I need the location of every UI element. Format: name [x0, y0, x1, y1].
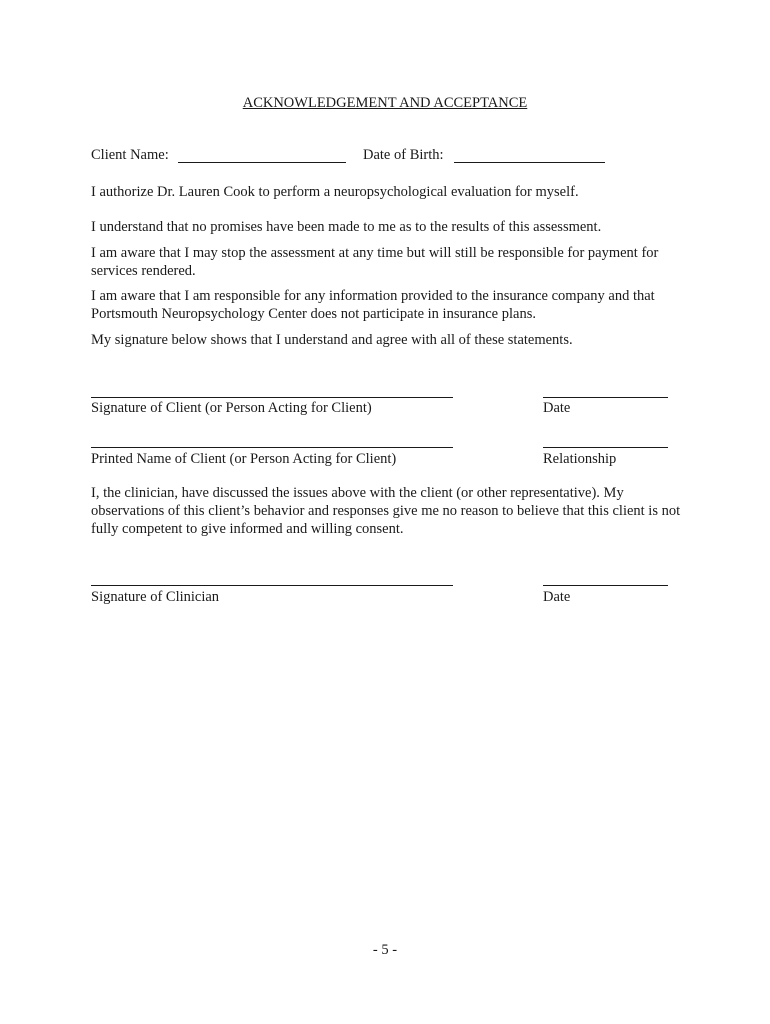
clinician-signature-line[interactable]	[91, 585, 453, 586]
client-name-field[interactable]	[178, 162, 346, 163]
clinician-statement: I, the clinician, have discussed the issues above with the client (or other representative). My observations of this client’s behavior and responses give me no reason to believe that this client is not fully competent to give informed and willing consent.	[91, 485, 681, 537]
printed-name-line[interactable]	[91, 447, 453, 448]
statement-insurance: I am aware that I am responsible for any information provided to the insurance company and that Portsmouth Neuropsychology Center does not participate in insurance plans.	[91, 288, 655, 322]
statement-stop-assessment: I am aware that I may stop the assessment at any time but will still be responsible for payment for services rendered.	[91, 245, 659, 279]
relationship-line[interactable]	[543, 447, 668, 448]
date-of-birth-label: Date of Birth:	[363, 147, 444, 163]
page-title: ACKNOWLEDGEMENT AND ACCEPTANCE	[242, 95, 528, 111]
clinician-date-line[interactable]	[543, 585, 668, 586]
client-date-line[interactable]	[543, 397, 668, 398]
clinician-signature-label: Signature of Clinician	[91, 589, 220, 605]
client-name-label: Client Name:	[91, 147, 169, 163]
statement-no-promises: I understand that no promises have been made to me as to the results of this assessment.	[91, 219, 602, 235]
clinician-date-label: Date	[543, 589, 571, 605]
client-signature-label: Signature of Client (or Person Acting for Client)	[91, 400, 372, 416]
statement-authorize: I authorize Dr. Lauren Cook to perform a neuropsychological evaluation for myself.	[91, 184, 579, 200]
statement-agree: My signature below shows that I understand and agree with all of these statements.	[91, 332, 573, 348]
relationship-label: Relationship	[543, 451, 617, 467]
client-signature-line[interactable]	[91, 397, 453, 398]
page-number: - 5 -	[372, 942, 398, 958]
client-date-label: Date	[543, 400, 571, 416]
date-of-birth-field[interactable]	[454, 162, 605, 163]
printed-name-label: Printed Name of Client (or Person Acting for Client)	[91, 451, 397, 467]
